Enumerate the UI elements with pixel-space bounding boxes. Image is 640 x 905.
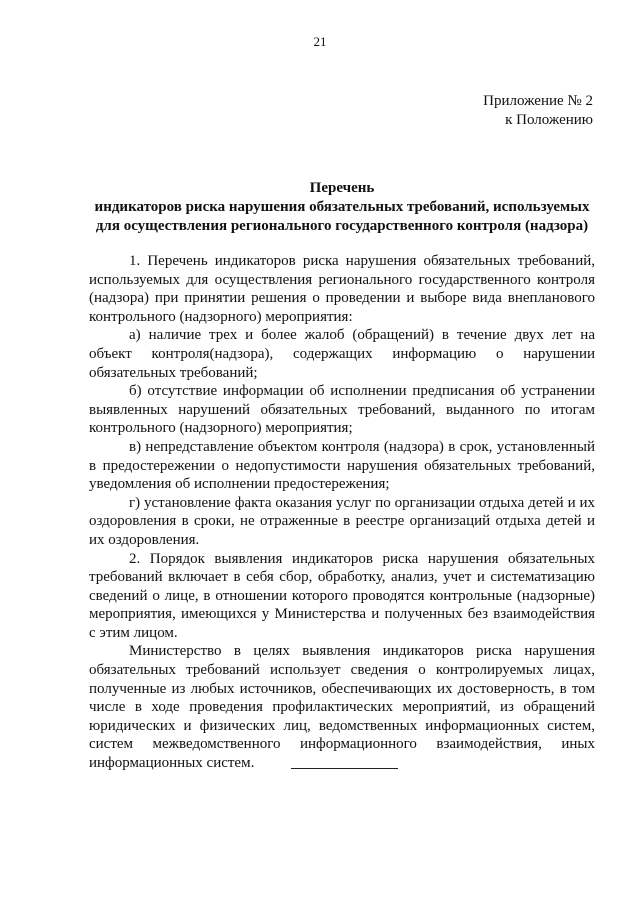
- paragraph-item-g: г) установление факта оказания услуг по организации отдыха детей и их оздоровления в сроки, не отраженные в реестре организаций отдыха детей и их оздоровления.: [89, 494, 595, 548]
- page-number: 21: [313, 34, 327, 49]
- title-line-3: для осуществления регионального государственного контроля (надзора): [95, 218, 589, 234]
- document-body: [89, 252, 595, 773]
- paragraph-2: 2. Порядок выявления индикаторов риска нарушения обязательных требований включает в себя сбор, обработку, анализ, учет и систематизацию сведений о лице, в отношении которого проводятся контрольные (надзорные) мероприятия, имеющихся у Министерства и полученных без взаимодействия с этим лицом.: [89, 550, 595, 641]
- paragraph-ministry: Министерство в целях выявления индикаторов риска нарушения обязательных требований использует сведения о контролируемых лицах, полученные из любых источников, обеспечивающих их достоверность, в том числе в ходе проведения профилактических мероприятий, из обращений юридических и физических лиц, ведомственных информационных систем, систем межведомственного информационного взаимодействия, иных информационных систем.: [89, 643, 595, 772]
- title-line-2: индикаторов риска нарушения обязательных требований, используемых: [94, 199, 590, 215]
- appendix-reference: [483, 92, 593, 130]
- title-line-1: Перечень: [309, 180, 375, 196]
- paragraph-item-b: б) отсутствие информации об исполнении предписания об устранении выявленных нарушений обязательных требований, выданного по итогам контрольного (надзорного) мероприятия;: [89, 383, 595, 437]
- appendix-number: Приложение № 2: [483, 93, 593, 109]
- appendix-regulation: к Положению: [505, 112, 593, 128]
- document-title: [89, 179, 595, 236]
- closing-divider: [291, 768, 398, 769]
- paragraph-1: 1. Перечень индикаторов риска нарушения обязательных требований, используемых для осуществления регионального государственного контроля (надзора) при принятии решения о проведении и выборе вида внепланового контрольного (надзорного) мероприятия:: [89, 253, 595, 325]
- paragraph-item-a: а) наличие трех и более жалоб (обращений) в течение двух лет на объект контроля(надзора), содержащих информацию о нарушении обязательных требований;: [89, 327, 595, 381]
- paragraph-item-v: в) непредставление объектом контроля (надзора) в срок, установленный в предостережении о недопустимости нарушения обязательных требований, уведомления об исполнении предостережения;: [89, 438, 595, 493]
